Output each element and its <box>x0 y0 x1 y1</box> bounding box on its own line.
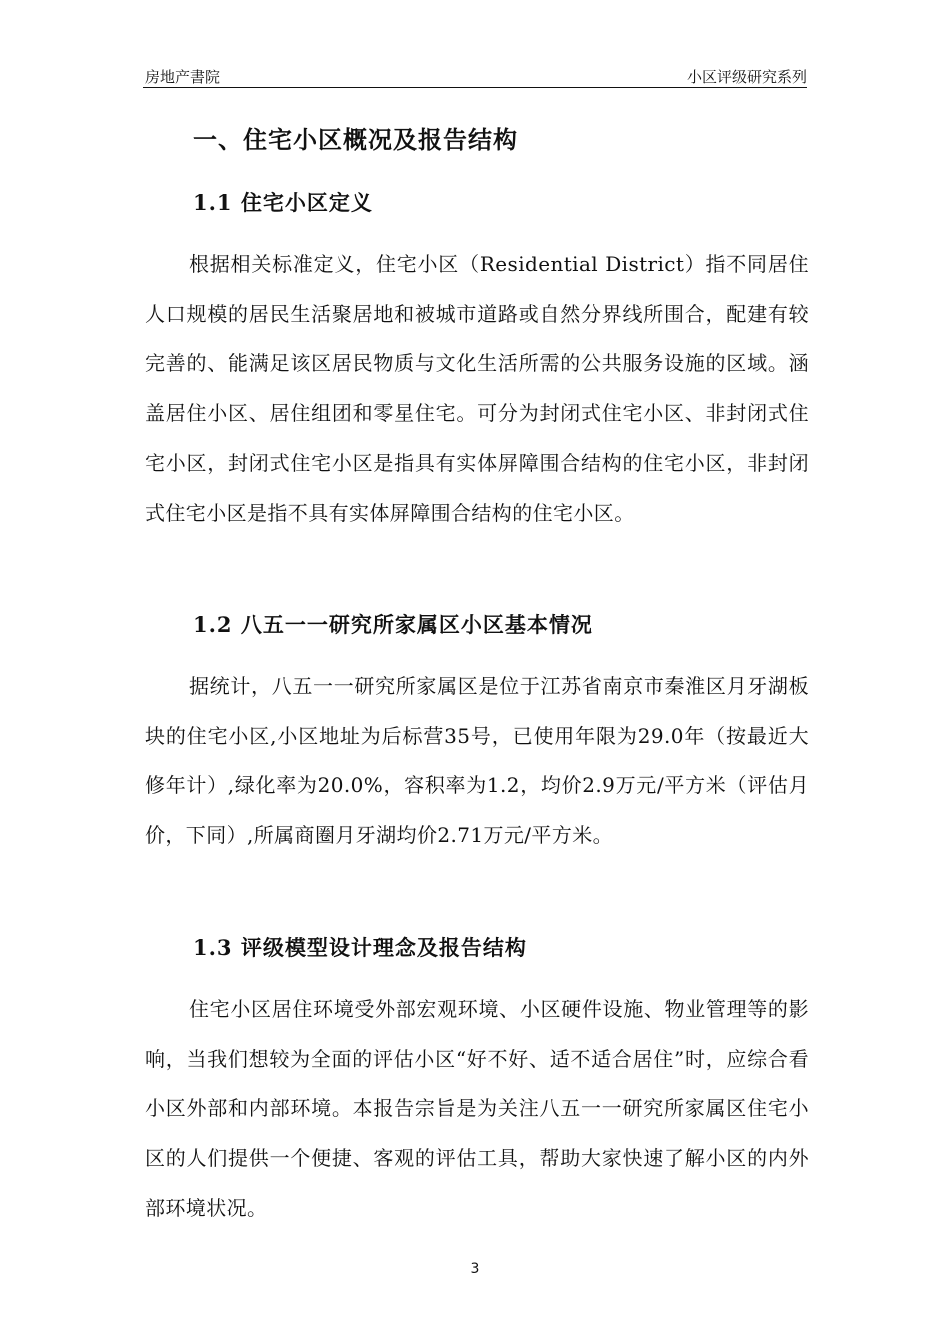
section-title: 一、住宅小区概况及报告结构 <box>193 125 518 154</box>
paragraph-definition: 根据相关标准定义，住宅小区（Residential District）指不同居住人口规模的居民生活聚居地和被城市道路或自然分界线所围合，配建有较完善的、能满足该区居民物质与文化生活所需的公共服务设施的区域。涵盖居住小区、居住组团和零星住宅。可分为封闭式住宅小区、非封闭式住宅小区，封闭式住宅小区是指具有实体屏障围合结构的住宅小区，非封闭式住宅小区是指不具有实体屏障围合结构的住宅小区。 <box>145 252 809 525</box>
paragraph-model-design: 住宅小区居住环境受外部宏观环境、小区硬件设施、物业管理等的影响，当我们想较为全面的评估小区“好不好、适不适合居住”时，应综合看小区外部和内部环境。本报告宗旨是为关注八五一一研究所家属区住宅小区的人们提供一个便捷、客观的评估工具，帮助大家快速了解小区的内外部环境状况。 <box>145 997 809 1220</box>
subsection-heading-1-1: 1.1 住宅小区定义 <box>193 190 373 215</box>
page-number: 3 <box>470 1261 480 1277</box>
subsection-heading-1-3: 1.3 评级模型设计理念及报告结构 <box>193 935 527 960</box>
paragraph-basic-info: 据统计，八五一一研究所家属区是位于江苏省南京市秦淮区月牙湖板块的住宅小区,小区地址为后标营35号，已使用年限为29.0年（按最近大修年计）,绿化率为20.0%，容积率为1.2，均价2.9万元/平方米（评估月价，下同）,所属商圈月牙湖均价2.71万元/平方米。 <box>145 674 809 848</box>
header-left-title: 房地产書院 <box>145 68 221 86</box>
header-right-title: 小区评级研究系列 <box>686 68 807 86</box>
subsection-heading-1-2: 1.2 八五一一研究所家属区小区基本情况 <box>193 612 593 637</box>
header-divider <box>143 87 807 88</box>
